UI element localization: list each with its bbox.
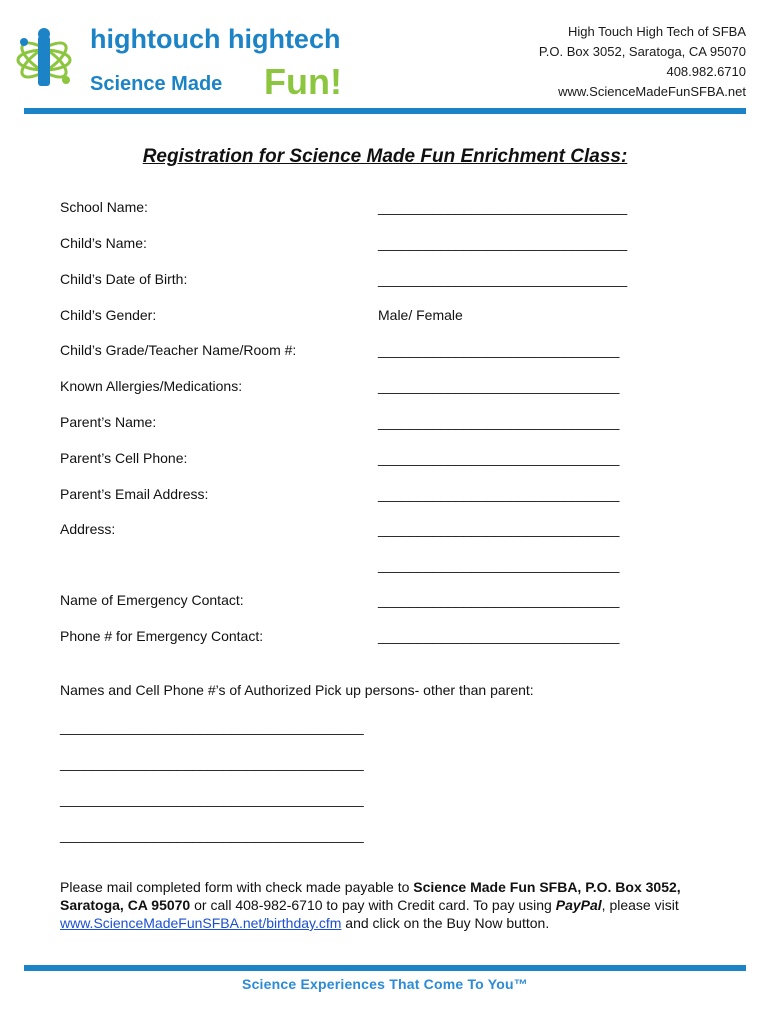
field-row-address-2 (60, 557, 680, 577)
field-label: Name of Emergency Contact: (60, 592, 244, 608)
field-row-address (60, 521, 680, 541)
field-label: Address: (60, 521, 116, 537)
org-website: www.ScienceMadeFunSFBA.net (558, 84, 746, 99)
pickup-line[interactable]: _______________________________________ (60, 791, 364, 807)
field-label: Parent’s Name: (60, 414, 157, 430)
instructions-text: and click on the Buy Now button. (341, 915, 550, 931)
field-row-gender (60, 307, 680, 327)
field-label: Child’s Date of Birth: (60, 271, 188, 287)
pickup-heading: Names and Cell Phone #’s of Authorized Pick up persons- other than parent: (60, 682, 534, 698)
logo-wordmark-left: Science Made (90, 73, 223, 95)
atom-logo-icon (14, 14, 344, 106)
field-label: Child’s Gender: (60, 307, 157, 323)
field-label: Known Allergies/Medications: (60, 378, 243, 394)
pickup-line[interactable]: _______________________________________ (60, 719, 364, 735)
field-row-parent-phone (60, 450, 680, 470)
tagline: Science Experiences That Come To You™ (242, 976, 528, 992)
org-address: P.O. Box 3052, Saratoga, CA 95070 (538, 44, 746, 59)
birthday-link[interactable]: www.ScienceMadeFunSFBA.net/birthday.cfm (60, 915, 342, 931)
instructions-text: Please mail completed form with check made payable to (60, 879, 414, 895)
payment-instructions (60, 878, 740, 932)
field-row-school (60, 199, 680, 219)
field-blank[interactable]: _______________________________ (378, 521, 620, 537)
instructions-text: or call 408-982-6710 to pay with Credit card. To pay using (190, 897, 556, 913)
top-divider (24, 108, 746, 114)
field-row-parent-name (60, 414, 680, 434)
logo-wordmark-top: hightouch hightech (90, 24, 341, 54)
field-blank[interactable]: _______________________________ (378, 378, 620, 394)
pickup-line[interactable]: _______________________________________ (60, 755, 364, 771)
field-blank[interactable]: ________________________________ (378, 199, 628, 215)
field-row-grade (60, 342, 680, 362)
field-label: Phone # for Emergency Contact: (60, 628, 264, 644)
field-blank[interactable]: _______________________________ (378, 557, 620, 573)
instructions-text: , please visit (601, 897, 679, 913)
logo-wordmark-right: Fun! (264, 61, 342, 102)
gender-options[interactable]: Male/ Female (378, 307, 463, 323)
field-label: Child’s Grade/Teacher Name/Room #: (60, 342, 297, 358)
field-blank[interactable]: _______________________________ (378, 628, 620, 644)
field-row-dob (60, 271, 680, 291)
field-row-allergies (60, 378, 680, 398)
org-phone: 408.982.6710 (666, 64, 746, 79)
paypal-label: PayPal (555, 897, 602, 913)
field-blank[interactable]: _______________________________ (378, 414, 620, 430)
logo (14, 14, 344, 106)
field-label: School Name: (60, 199, 148, 215)
field-label: Child’s Name: (60, 235, 147, 251)
field-blank[interactable]: _______________________________ (378, 486, 620, 502)
page-title: Registration for Science Made Fun Enrichment Class: (142, 146, 628, 167)
org-name: High Touch High Tech of SFBA (567, 24, 746, 39)
header-contact (539, 22, 746, 102)
pickup-line[interactable]: _______________________________________ (60, 827, 364, 843)
field-blank[interactable]: _______________________________ (378, 450, 620, 466)
field-blank[interactable]: ________________________________ (378, 235, 628, 251)
field-row-child-name (60, 235, 680, 255)
field-blank[interactable]: ________________________________ (378, 271, 628, 287)
field-blank[interactable]: _______________________________ (378, 342, 620, 358)
field-label: Parent’s Cell Phone: (60, 450, 188, 466)
field-row-emergency-name (60, 592, 680, 612)
field-blank[interactable]: _______________________________ (378, 592, 620, 608)
field-row-emergency-phone (60, 628, 680, 648)
field-row-parent-email (60, 486, 680, 506)
mailing-address: Science Made Fun SFBA, P.O. Box 3052, Saratoga, CA 95070 (60, 879, 681, 913)
field-label: Parent’s Email Address: (60, 486, 209, 502)
bottom-divider (24, 965, 746, 971)
